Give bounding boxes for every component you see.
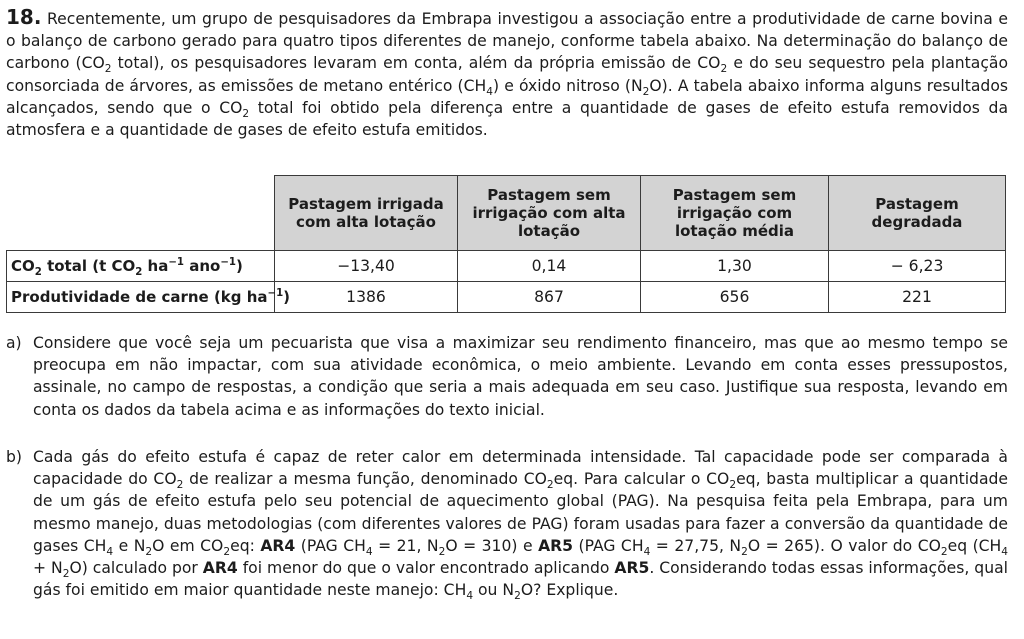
text-part: e N xyxy=(113,536,146,555)
text-part: eq, basta multiplicar a quantidade de um gás de efeito estufa pelo seu potencial de aquecimento global (PAG). Na pesquisa feita pela Embrapa, para um mesmo manejo, duas metodologias (com diferentes valores de PAG) foram usadas para fazer a conversão da quantidade de gases CH xyxy=(33,470,1009,555)
text-part: eq. Para calcular o CO xyxy=(553,470,730,489)
text-part: O = 310) e xyxy=(445,536,539,555)
subscript: 2 xyxy=(62,568,70,581)
intro-text: total foi obtido pela diferença entre a quantidade de gases de efeito estufa removidos da atmosfera e a quantidade de gases de efeito estufa emitidos. xyxy=(6,98,1008,140)
label-part: CO xyxy=(11,256,35,275)
subscript: 2 xyxy=(514,590,521,603)
text-part: foi menor do que o valor encontrado aplicando xyxy=(237,559,615,578)
label-part: ) xyxy=(283,287,291,306)
item-a xyxy=(6,332,1008,421)
table-cell: −13,40 xyxy=(275,251,458,282)
intro-text: O). A tabela abaixo informa alguns resultados alcançados, sendo que o CO xyxy=(6,76,1008,117)
subscript: 2 xyxy=(729,479,737,492)
intro-text: ) e óxido nitroso (N xyxy=(492,76,643,95)
superscript: −1 xyxy=(168,256,184,268)
text-part: eq (CH xyxy=(947,536,1002,555)
label-part: ano xyxy=(183,256,221,275)
subscript: 4 xyxy=(486,85,493,98)
question-number: 18. xyxy=(6,5,42,29)
subscript: 2 xyxy=(642,85,650,98)
method-ar5: AR5 xyxy=(538,536,573,555)
table-header: Pastagem degradada xyxy=(829,176,1006,251)
table-cell: 656 xyxy=(641,282,829,313)
table-row xyxy=(7,251,1006,282)
subscript: 2 xyxy=(546,479,554,492)
intro-text: Recentemente, um grupo de pesquisadores da Embrapa investigou a associação entre a produtividade de carne bovina e o balanço de carbono gerado para quatro tipos diferentes de manejo, conforme tabela abaixo. Na determinação do balanço de carbono (CO xyxy=(6,10,1008,73)
table-corner xyxy=(7,176,275,251)
row-label-co2 xyxy=(7,251,275,282)
table-header-row xyxy=(7,176,1006,251)
text-part: Cada gás do efeito estufa é capaz de reter calor em determinada intensidade. Tal capacidade pode ser comparada à capacidade do CO xyxy=(33,448,1008,489)
method-ar4: AR4 xyxy=(202,559,238,578)
item-b xyxy=(6,446,1008,601)
subscript: 2 xyxy=(438,545,446,558)
table-cell: 221 xyxy=(829,282,1006,313)
table-cell: 0,14 xyxy=(458,251,641,282)
item-a-text: Considere que você seja um pecuarista que visa a maximizar seu rendimento financeiro, mas que ao mesmo tempo se preocupa em não impactar, com sua atividade econômica, o meio ambiente. Levando em conta esses pressupostos, assinale, no campo de respostas, a condição que seria a mais adequada em seu caso. Justifique sua resposta, levando em conta os dados da tabela acima e as informações do texto inicial. xyxy=(33,334,1008,419)
superscript: −1 xyxy=(267,287,284,299)
text-part: eq: xyxy=(230,536,261,555)
superscript: −1 xyxy=(220,256,236,268)
method-ar5: AR5 xyxy=(614,559,650,578)
text-part: . Considerando todas essas informações, qual gás foi emitido em maior quantidade neste manejo: CH xyxy=(33,559,1008,600)
text-part: de realizar a mesma função, denominado CO xyxy=(183,470,547,489)
label-part: ) xyxy=(235,256,243,275)
label-part: Produtividade de carne (kg ha xyxy=(11,287,268,306)
subscript: 2 xyxy=(176,479,184,492)
subscript: 2 xyxy=(720,63,728,76)
text-part: O) calculado por xyxy=(69,559,203,578)
subscript: 4 xyxy=(106,545,114,558)
subscript: 4 xyxy=(365,545,373,558)
table-cell: − 6,23 xyxy=(829,251,1006,282)
text-part: ou N xyxy=(473,581,515,600)
item-a-label: a) xyxy=(6,334,22,352)
text-part: O em CO xyxy=(152,536,224,555)
text-part: = 27,75, N xyxy=(650,536,742,555)
table-cell: 1,30 xyxy=(641,251,829,282)
table-cell: 1386 xyxy=(275,282,458,313)
text-part: (PAG CH xyxy=(295,536,366,555)
table-row xyxy=(7,282,1006,313)
subscript: 2 xyxy=(223,545,231,558)
table-header: Pastagem sem irrigação com lotação média xyxy=(641,176,829,251)
text-part: + N xyxy=(33,559,63,578)
subscript: 2 xyxy=(242,107,250,120)
subscript: 4 xyxy=(466,590,474,603)
text-part: = 21, N xyxy=(372,536,439,555)
question-intro xyxy=(6,6,1008,141)
item-b-label: b) xyxy=(6,448,22,466)
item-b-text xyxy=(33,446,1008,601)
subscript: 2 xyxy=(145,545,153,558)
results-table xyxy=(6,175,1006,313)
row-label-productivity xyxy=(7,282,291,313)
method-ar4: AR4 xyxy=(260,536,296,555)
intro-text: e do seu sequestro pela plantação consorciada de árvores, as emissões de metano entérico (CH xyxy=(6,54,1009,95)
subscript: 4 xyxy=(1001,545,1009,558)
subscript: 2 xyxy=(741,545,748,558)
table-header: Pastagem sem irrigação com alta lotação xyxy=(458,176,641,251)
table-header: Pastagem irrigada com alta lotação xyxy=(275,176,458,251)
subscript: 2 xyxy=(940,545,948,558)
table-cell: 867 xyxy=(458,282,641,313)
subscript: 2 xyxy=(135,266,143,278)
label-part: total (t CO xyxy=(41,256,136,275)
subscript: 2 xyxy=(34,266,42,278)
subscript: 4 xyxy=(643,545,651,558)
text-part: (PAG CH xyxy=(573,536,644,555)
subscript: 2 xyxy=(104,63,112,76)
text-part: O? Explique. xyxy=(520,581,619,600)
text-part: O = 265). O valor do CO xyxy=(747,536,941,555)
intro-text: total), os pesquisadores levaram em conta, além da própria emissão de CO xyxy=(111,54,721,73)
label-part: ha xyxy=(142,256,169,275)
